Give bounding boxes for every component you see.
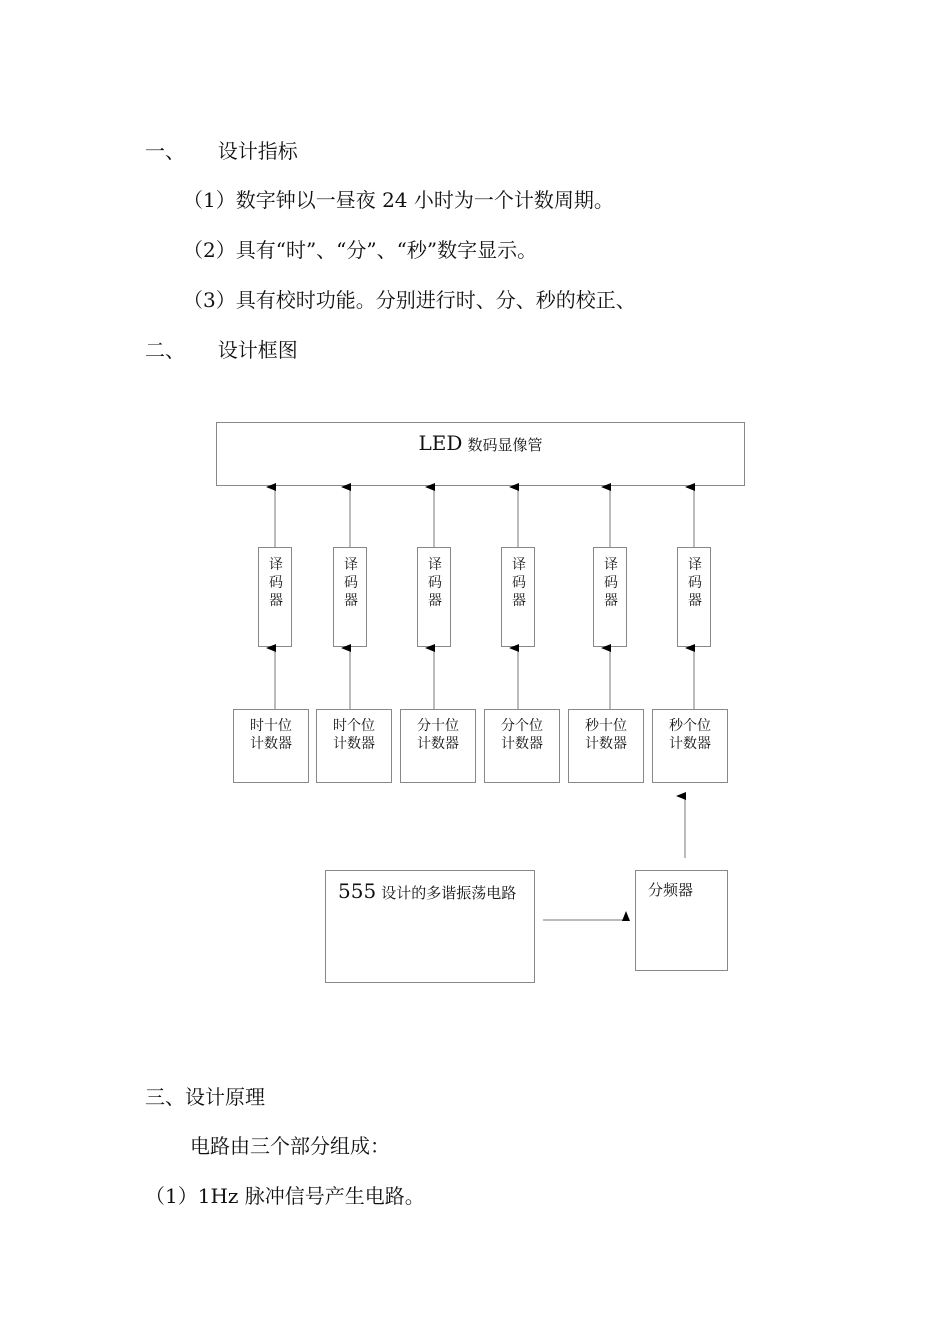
counter-label: 时十位 计数器 [250,718,292,752]
counter-label: 分个位 计数器 [501,718,543,752]
decoder-label: 译 码 器 [688,557,702,609]
section-3-heading: 三、设计原理 [145,1085,265,1109]
principle-intro: 电路由三个部分组成： [190,1134,390,1158]
counter-label: 秒十位 计数器 [585,718,627,752]
spec-item-2: （2）具有“时”、“分”、“秒”数字显示。 [183,238,538,262]
decoder-label: 译 码 器 [269,557,283,609]
divider-label: 分频器 [648,881,694,899]
decoder-label: 译 码 器 [428,557,442,609]
section-2-title: 设计框图 [217,338,298,362]
counter-label: 分十位 计数器 [417,718,459,752]
spec-item-3: （3）具有校时功能。分别进行时、分、秒的校正、 [183,288,636,312]
spec-item-1: （1）数字钟以一昼夜 24 小时为一个计数周期。 [183,188,614,212]
section-1-number: 一、 [145,139,185,163]
section-1-title: 设计指标 [217,139,298,163]
section-2-number: 二、 [145,338,185,362]
oscillator-label: 555 设计的多谐振荡电路 [338,879,517,903]
decoder-label: 译 码 器 [344,557,358,609]
counter-label: 秒个位 计数器 [669,718,711,752]
decoder-label: 译 码 器 [512,557,526,609]
counter-label: 时个位 计数器 [333,718,375,752]
decoder-label: 译 码 器 [604,557,618,609]
led-display-label: LED 数码显像管 [418,431,543,455]
principle-item-1: （1）1Hz 脉冲信号产生电路。 [145,1184,425,1208]
